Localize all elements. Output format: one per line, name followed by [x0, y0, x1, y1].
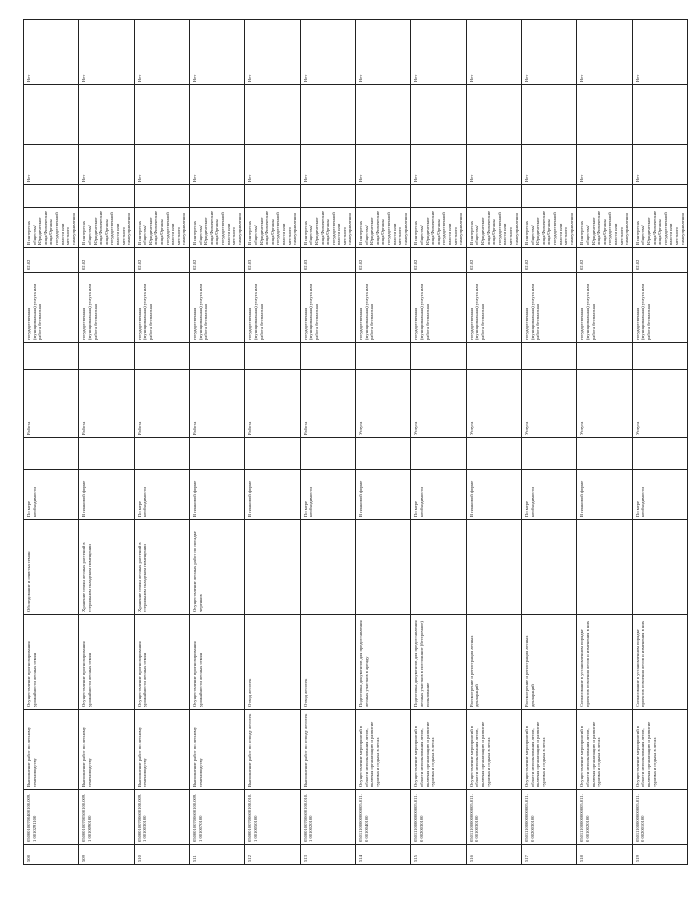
cell-code: 05000100700600100.009.1 0010070100: [190, 790, 245, 845]
cell-code: 05011100000000005.011.0 0020030100: [411, 790, 466, 845]
table-row: [577, 20, 632, 865]
cell-name: Осуществление мероприятий в области использования лесов, включая организацию и развитие туризма и отдыха в лесах: [466, 710, 521, 790]
cell-type: Услуга: [577, 370, 632, 438]
cell-ved: 02.02: [190, 248, 245, 273]
cell-code: 05011100000000005.011.0 0020010100: [632, 790, 687, 845]
cell-empty: [356, 438, 411, 470]
cell-code: 05011100000000005.011.0 0020030100: [522, 790, 577, 845]
cell-form: В плановой форме: [245, 470, 300, 520]
cell-content: Осуществление прогнозирования урожайности лесных семян: [24, 615, 79, 710]
cell-type: Работа: [134, 370, 189, 438]
cell-empty: [466, 343, 521, 370]
cell-name: Осуществление мероприятий в области использования лесов, включая организацию и развитие туризма и отдыха в лесах: [632, 710, 687, 790]
cell-sub: Осуществление лесных работ по посадке черенков: [190, 520, 245, 615]
cell-name: Осуществление мероприятий в области использования лесов, включая организацию и развитие туризма и отдыха в лесах: [356, 710, 411, 790]
table-row: [24, 20, 79, 865]
cell-pay: государственная (муниципальная) услуга или работа бесплатная: [79, 273, 134, 343]
cell-name: Выполнение работ по отводу лесосек: [245, 710, 300, 790]
cell-content: Подготовка документов для предоставления лесных участков в постоянное (бессрочное) пользование: [411, 615, 466, 710]
table-row: [79, 20, 134, 865]
cell-empty: [300, 185, 355, 208]
cell-consumers: В интересах общества/Юридические лица/Физические лица/Органы государственной власти или местного самоуправления: [134, 208, 189, 248]
cell-content: Согласование в установленном порядке проектов освоения лесов и изменения в них: [577, 615, 632, 710]
cell-code: 05000100700600100.009.1 0010030100: [134, 790, 189, 845]
cell-type: Работа: [245, 370, 300, 438]
cell-form: По мере необходимости: [522, 470, 577, 520]
cell-code: 05011100000000005.011.0 0010040100: [356, 790, 411, 845]
cell-empty: [632, 85, 687, 145]
cell-type: Работа: [24, 370, 79, 438]
cell-pay: государственная (муниципальная) услуга или работа бесплатная: [190, 273, 245, 343]
cell-paid: Нет: [632, 20, 687, 85]
cell-pay: государственная (муниципальная) услуга или работа бесплатная: [577, 273, 632, 343]
cell-empty: [24, 85, 79, 145]
cell-content: Рассмотрение и регистрация лесных деклараций: [466, 615, 521, 710]
table-row: [522, 20, 577, 865]
cell-ved: 02.02: [522, 248, 577, 273]
cell-ved: 02.02: [466, 248, 521, 273]
cell-paid: Нет: [300, 20, 355, 85]
cell-sub: [522, 520, 577, 615]
cell-ved: 02.03: [300, 248, 355, 273]
cell-reg: Нет: [356, 145, 411, 185]
cell-type: Услуга: [466, 370, 521, 438]
cell-pay: государственная (муниципальная) услуга или работа бесплатная: [300, 273, 355, 343]
table-row: [411, 20, 466, 865]
cell-empty: [190, 343, 245, 370]
cell-sub: [356, 520, 411, 615]
cell-name: Выполнение работ по лесному семеноводству: [134, 710, 189, 790]
cell-num: 513: [300, 845, 355, 865]
cell-num: 511: [190, 845, 245, 865]
cell-type: Работа: [300, 370, 355, 438]
cell-ved: 02.03: [245, 248, 300, 273]
cell-ved: 02.02: [577, 248, 632, 273]
cell-paid: Нет: [190, 20, 245, 85]
cell-empty: [245, 438, 300, 470]
cell-consumers: В интересах общества/Юридические лица/Физические лица/Органы государственной власти или местного самоуправления: [300, 208, 355, 248]
cell-consumers: В интересах общества/Юридические лица/Физические лица/Органы государственной власти или местного самоуправления: [577, 208, 632, 248]
cell-empty: [411, 85, 466, 145]
cell-empty: [522, 438, 577, 470]
cell-num: 516: [466, 845, 521, 865]
cell-sub: [411, 520, 466, 615]
cell-form: По мере необходимости: [300, 470, 355, 520]
cell-form: По мере необходимости: [632, 470, 687, 520]
cell-pay: государственная (муниципальная) услуга или работа бесплатная: [522, 273, 577, 343]
cell-ved: 02.02: [356, 248, 411, 273]
table-row: [190, 20, 245, 865]
cell-empty: [577, 438, 632, 470]
cell-form: В плановой форме: [190, 470, 245, 520]
cell-paid: Нет: [245, 20, 300, 85]
cell-ved: 02.02: [24, 248, 79, 273]
table-row: [632, 20, 687, 865]
cell-reg: Нет: [522, 145, 577, 185]
cell-reg: Нет: [79, 145, 134, 185]
cell-content: Отвод лесосек: [300, 615, 355, 710]
cell-content: Отвод лесосек: [245, 615, 300, 710]
cell-empty: [245, 85, 300, 145]
cell-empty: [24, 343, 79, 370]
cell-pay: государственная (муниципальная) услуга или работа бесплатная: [632, 273, 687, 343]
cell-consumers: В интересах общества/Юридические лица/Физические лица/Органы государственной власти или местного самоуправления: [24, 208, 79, 248]
table-row: [300, 20, 355, 865]
cell-empty: [134, 185, 189, 208]
cell-content: Согласование в установленном порядке проектов освоения лесов и изменения в них: [632, 615, 687, 710]
cell-pay: государственная (муниципальная) услуга или работа бесплатная: [411, 273, 466, 343]
cell-consumers: В интересах общества/Юридические лица/Физические лица/Органы государственной власти или местного самоуправления: [79, 208, 134, 248]
cell-code: 05000100700600100.010.1 0010050100: [245, 790, 300, 845]
cell-empty: [522, 343, 577, 370]
cell-consumers: В интересах общества/Юридические лица/Физические лица/Органы государственной власти или местного самоуправления: [632, 208, 687, 248]
cell-reg: Нет: [577, 145, 632, 185]
cell-content: Осуществление прогнозирования урожайности лесных семян: [79, 615, 134, 710]
table-row: [134, 20, 189, 865]
cell-empty: [632, 343, 687, 370]
cell-form: По мере необходимости: [24, 470, 79, 520]
cell-num: 508: [24, 845, 79, 865]
cell-pay: государственная (муниципальная) услуга или работа бесплатная: [24, 273, 79, 343]
cell-code: 05000100700500100.009.1 0010090100: [79, 790, 134, 845]
cell-empty: [134, 438, 189, 470]
cell-consumers: В интересах общества/Юридические лица/Физические лица/Органы государственной власти или местного самоуправления: [522, 208, 577, 248]
cell-content: Подготовка документов для предоставления лесных участков в аренду: [356, 615, 411, 710]
cell-empty: [356, 343, 411, 370]
cell-empty: [356, 185, 411, 208]
cell-empty: [24, 185, 79, 208]
cell-name: Выполнение работ по отводу лесосек: [300, 710, 355, 790]
cell-empty: [300, 343, 355, 370]
registry-table-body: [24, 20, 688, 865]
cell-pay: государственная (муниципальная) услуга или работа бесплатная: [356, 273, 411, 343]
table-row: [245, 20, 300, 865]
cell-empty: [245, 343, 300, 370]
cell-form: В плановой форме: [466, 470, 521, 520]
cell-paid: Нет: [356, 20, 411, 85]
cell-empty: [79, 438, 134, 470]
cell-empty: [522, 85, 577, 145]
cell-empty: [632, 438, 687, 470]
cell-num: 509: [79, 845, 134, 865]
cell-content: Осуществление прогнозирования урожайности лесных семян: [190, 615, 245, 710]
cell-consumers: В интересах общества/Юридические лица/Физические лица/Органы государственной власти или местного самоуправления: [356, 208, 411, 248]
cell-empty: [190, 438, 245, 470]
cell-consumers: В интересах общества/Юридические лица/Физические лица/Органы государственной власти или местного самоуправления: [190, 208, 245, 248]
cell-form: В плановой форме: [79, 470, 134, 520]
cell-empty: [632, 185, 687, 208]
cell-paid: Нет: [134, 20, 189, 85]
cell-name: Выполнение работ по лесному семеноводству: [79, 710, 134, 790]
cell-type: Услуга: [411, 370, 466, 438]
cell-empty: [190, 185, 245, 208]
cell-empty: [466, 438, 521, 470]
cell-type: Услуга: [356, 370, 411, 438]
cell-code: 05011100000000005.011.0 0010030100: [466, 790, 521, 845]
cell-sub: Хранение семян лесных растений в стерильном складском помещении: [134, 520, 189, 615]
cell-num: 518: [577, 845, 632, 865]
cell-ved: 02.02: [134, 248, 189, 273]
cell-empty: [577, 343, 632, 370]
cell-sub: [632, 520, 687, 615]
cell-type: Услуга: [632, 370, 687, 438]
cell-form: По мере необходимости: [411, 470, 466, 520]
cell-empty: [190, 85, 245, 145]
cell-empty: [411, 185, 466, 208]
cell-empty: [466, 185, 521, 208]
cell-reg: Нет: [411, 145, 466, 185]
cell-num: 512: [245, 845, 300, 865]
cell-name: Осуществление мероприятий в области использования лесов, включая организацию и развитие туризма и отдыха в лесах: [577, 710, 632, 790]
cell-code: 05011100000000005.011.0 0010020100: [577, 790, 632, 845]
cell-num: 519: [632, 845, 687, 865]
cell-empty: [134, 343, 189, 370]
cell-name: Осуществление мероприятий в области использования лесов, включая организацию и развитие туризма и отдыха в лесах: [522, 710, 577, 790]
cell-content: Рассмотрение и регистрация лесных деклараций: [522, 615, 577, 710]
cell-empty: [356, 85, 411, 145]
cell-name: Выполнение работ по лесному семеноводству: [24, 710, 79, 790]
cell-sub: [300, 520, 355, 615]
cell-reg: Нет: [245, 145, 300, 185]
cell-empty: [522, 185, 577, 208]
cell-reg: Нет: [24, 145, 79, 185]
cell-code: 05000100700600100.010.1 0010020100: [300, 790, 355, 845]
table-row: [466, 20, 521, 865]
cell-content: Осуществление прогнозирования урожайности лесных семян: [134, 615, 189, 710]
cell-code: 05000100700400100.009.1 0010291100: [24, 790, 79, 845]
cell-sub: Хранение семян лесных растений в стерильном складском помещении: [79, 520, 134, 615]
cell-paid: Нет: [79, 20, 134, 85]
cell-sub: [466, 520, 521, 615]
cell-sub: [577, 520, 632, 615]
cell-empty: [245, 185, 300, 208]
cell-empty: [24, 438, 79, 470]
cell-empty: [577, 185, 632, 208]
cell-consumers: В интересах общества/Юридические лица/Физические лица/Органы государственной власти или местного самоуправления: [245, 208, 300, 248]
cell-pay: государственная (муниципальная) услуга или работа бесплатная: [134, 273, 189, 343]
cell-paid: Нет: [24, 20, 79, 85]
cell-form: В плановой форме: [577, 470, 632, 520]
cell-sub: [245, 520, 300, 615]
registry-table: [23, 19, 688, 865]
cell-pay: государственная (муниципальная) услуга или работа бесплатная: [245, 273, 300, 343]
cell-empty: [577, 85, 632, 145]
cell-form: В плановой форме: [356, 470, 411, 520]
cell-paid: Нет: [411, 20, 466, 85]
cell-empty: [79, 185, 134, 208]
cell-empty: [300, 85, 355, 145]
cell-type: Услуга: [522, 370, 577, 438]
cell-empty: [411, 343, 466, 370]
cell-type: Работа: [190, 370, 245, 438]
cell-paid: Нет: [522, 20, 577, 85]
cell-pay: государственная (муниципальная) услуга или работа бесплатная: [466, 273, 521, 343]
cell-name: Выполнение работ по лесному семеноводству: [190, 710, 245, 790]
cell-paid: Нет: [577, 20, 632, 85]
cell-empty: [79, 85, 134, 145]
cell-reg: Нет: [300, 145, 355, 185]
cell-reg: Нет: [632, 145, 687, 185]
cell-num: 515: [411, 845, 466, 865]
cell-consumers: В интересах общества/Юридические лица/Физические лица/Органы государственной власти или местного самоуправления: [411, 208, 466, 248]
cell-form: По мере необходимости: [134, 470, 189, 520]
cell-reg: Нет: [466, 145, 521, 185]
cell-ved: 02.02: [632, 248, 687, 273]
table-row: [356, 20, 411, 865]
cell-reg: Нет: [134, 145, 189, 185]
cell-num: 510: [134, 845, 189, 865]
cell-empty: [134, 85, 189, 145]
cell-reg: Нет: [190, 145, 245, 185]
cell-empty: [300, 438, 355, 470]
cell-empty: [466, 85, 521, 145]
cell-sub: Обследование и очистка семян: [24, 520, 79, 615]
cell-ved: 02.02: [411, 248, 466, 273]
cell-name: Осуществление мероприятий в области использования лесов, включая организацию и развитие туризма и отдыха в лесах: [411, 710, 466, 790]
cell-empty: [79, 343, 134, 370]
cell-num: 514: [356, 845, 411, 865]
cell-ved: 02.02: [79, 248, 134, 273]
cell-paid: Нет: [466, 20, 521, 85]
cell-type: Работа: [79, 370, 134, 438]
cell-consumers: В интересах общества/Юридические лица/Физические лица/Органы государственной власти или местного самоуправления: [466, 208, 521, 248]
cell-empty: [411, 438, 466, 470]
cell-num: 517: [522, 845, 577, 865]
